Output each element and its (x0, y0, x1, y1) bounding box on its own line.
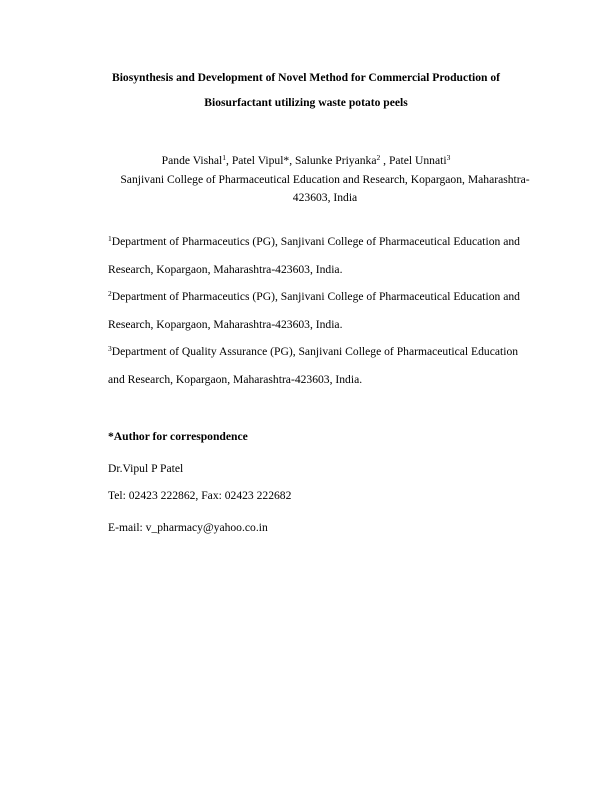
correspondence-heading: *Author for correspondence (108, 430, 248, 443)
department-mark: 2 (108, 289, 112, 298)
department-text-line-2: Research, Kopargaon, Maharashtra-423603, India. (108, 263, 343, 276)
author-list: Pande Vishal$^1$, Patel Vipul*, Salunke Priyanka$^2$ , Patel Unnati$^3$ (161, 153, 451, 167)
author-name: Patel Unnati (388, 154, 447, 167)
department-text-line-1: Department of Pharmaceutics (PG), Sanjivani College of Pharmaceutical Education and (111, 235, 520, 248)
department-text-line-1: Department of Pharmaceutics (PG), Sanjivani College of Pharmaceutical Education and (111, 290, 520, 303)
department-mark: 3 (108, 344, 112, 353)
institution-affiliation (108, 171, 542, 207)
title-line-1: Biosynthesis and Development of Novel Method for Commercial Production of (111, 71, 501, 84)
author-name: Pande Vishal (161, 154, 223, 167)
department-text-line-1: Department of Quality Assurance (PG), Sanjivani College of Pharmaceutical Education (111, 345, 519, 358)
author-name: Salunke Priyanka (295, 154, 377, 167)
author-name: Patel Vipul* (231, 154, 290, 167)
correspondence-email[interactable]: E-mail: v_pharmacy@yahoo.co.in (108, 521, 268, 534)
title-line-2: Biosurfactant utilizing waste potato peels (204, 96, 408, 109)
author-affiliation-mark: 2 (376, 153, 381, 162)
author-affiliation-mark: 3 (446, 153, 451, 162)
author-affiliation-mark: 1 (222, 153, 227, 162)
department-text-line-2: Research, Kopargaon, Maharashtra-423603, India. (108, 318, 343, 331)
department-mark: 1 (108, 234, 112, 243)
affiliation-line-2: 423603, India (292, 191, 358, 204)
paper-title (90, 65, 522, 115)
department-affiliation-3 (108, 338, 540, 394)
affiliation-line-1: Sanjivani College of Pharmaceutical Education and Research, Kopargaon, Maharashtra- (120, 173, 530, 186)
correspondence-name: Dr.Vipul P Patel (108, 462, 184, 475)
department-affiliation-2 (108, 283, 540, 339)
department-text-line-2: and Research, Kopargaon, Maharashtra-423603, India. (108, 373, 363, 386)
correspondence-phone: Tel: 02423 222862, Fax: 02423 222682 (108, 489, 292, 502)
department-affiliation-1 (108, 228, 540, 284)
